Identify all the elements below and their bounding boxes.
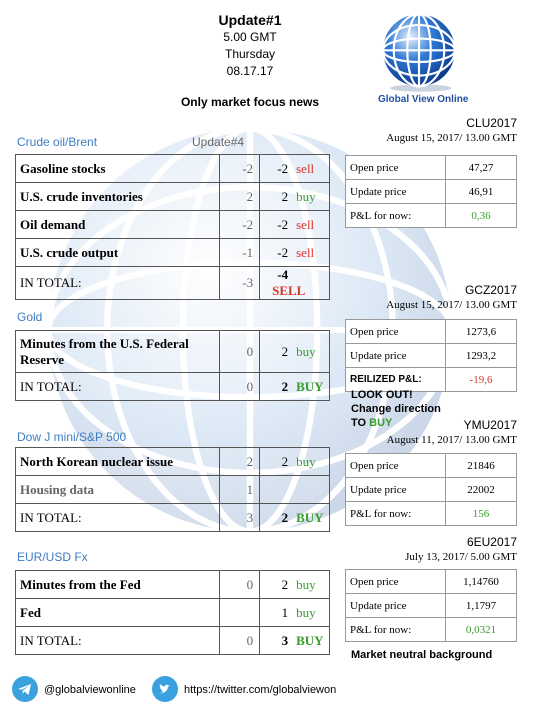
dow-factors-table [15,447,330,532]
factor-score: 0 [220,331,260,373]
factor-weight: -2 [277,160,289,176]
table-row [346,478,517,502]
factor-weight: -2 [277,216,289,232]
open-price-label: Open price [346,570,446,594]
total-label: IN TOTAL: [16,504,220,532]
to-text: TO [351,417,367,429]
clu-position-table [345,155,517,228]
contract-date: August 15, 2017/ 13.00 GMT [386,132,517,144]
factor-score [220,599,260,627]
factor-weight: 2 [281,343,289,359]
table-row [346,180,517,204]
factor-label: U.S. crude output [16,239,220,267]
table-row [346,502,517,526]
open-price-value: 21846 [446,454,517,478]
table-row [346,344,517,368]
eurusd-section-title: EUR/USD Fx [17,550,88,564]
factor-signal: sell [296,244,315,260]
pl-value: 156 [446,502,517,526]
contract-code: CLU2017 [466,116,517,130]
eurusd-factors-table [15,570,330,655]
open-price-label: Open price [346,156,446,180]
factor-signal: sell [296,160,315,176]
contract-date: July 13, 2017/ 5.00 GMT [405,551,517,563]
change-direction-text: Change direction [351,403,441,415]
table-row [16,571,330,599]
open-price-value: 1273,6 [446,320,517,344]
total-score: -3 [220,267,260,300]
total-label: IN TOTAL: [16,373,220,401]
factor-signal: buy [296,343,316,359]
table-row [16,183,330,211]
factor-score: -2 [220,155,260,183]
table-row [16,599,330,627]
telegram-handle-link[interactable]: @globalviewonline [44,684,136,696]
factor-score: -2 [220,211,260,239]
gold-section-title: Gold [17,310,43,324]
factor-score: 2 [220,183,260,211]
update-price-value: 1,1797 [446,594,517,618]
telegram-icon[interactable] [12,676,38,702]
pl-label: P&L for now: [346,618,446,642]
total-weight: -4 [277,267,289,282]
table-row [16,448,330,476]
crude-update-tag: Update#4 [192,135,245,149]
update-price-label: Update price [346,594,446,618]
report-date: 08.17.17 [226,64,274,78]
total-weight: 2 [281,378,289,394]
factor-label: U.S. crude inventories [16,183,220,211]
factor-score: 2 [220,448,260,476]
eu-position-header [345,535,517,563]
factor-label: Fed [16,599,220,627]
total-weight: 2 [281,509,289,525]
factor-weight: 1 [281,604,289,620]
table-row [346,570,517,594]
update-price-value: 22002 [446,478,517,502]
total-row [16,627,330,655]
total-row [16,504,330,532]
factor-label: Minutes from the U.S. Federal Reserve [16,331,220,373]
update-price-value: 1293,2 [446,344,517,368]
update-price-label: Update price [346,478,446,502]
table-row [346,594,517,618]
contract-code: GCZ2017 [464,283,517,297]
total-weight: 3 [281,632,289,648]
clu-position-header [345,116,517,144]
pl-value: -19,6 [446,368,517,392]
total-signal: BUY [296,378,324,394]
open-price-label: Open price [346,320,446,344]
total-score: 0 [220,373,260,401]
update-price-label: Update price [346,344,446,368]
total-label: IN TOTAL: [16,627,220,655]
footer [12,676,522,704]
total-label: IN TOTAL: [16,267,220,300]
gold-factors-table [15,330,330,401]
to-buy-text: BUY [369,417,393,429]
total-row [16,373,330,401]
contract-code: 6EU2017 [466,535,517,549]
global-view-logo [372,12,482,108]
table-row [16,155,330,183]
table-row [346,156,517,180]
total-signal: SELL [272,283,306,298]
gcz-position-header [345,283,517,311]
crude-section-title: Crude oil/Brent [17,135,98,149]
table-row [346,204,517,228]
ymu-position-table [345,453,517,526]
globe-logo-icon [374,12,464,94]
factor-weight: 2 [281,188,289,204]
report-title: Update#1 [218,12,282,28]
twitter-url-link[interactable]: https://twitter.com/globalviewon [184,684,337,696]
contract-date: August 15, 2017/ 13.00 GMT [386,299,517,311]
factor-weight: 2 [281,576,289,592]
factor-label: Housing data [16,476,220,504]
total-score: 0 [220,627,260,655]
total-signal: BUY [296,632,324,648]
table-row [16,211,330,239]
table-row [16,239,330,267]
factor-signal: buy [296,453,316,469]
factor-weight: 2 [281,453,289,469]
lookout-text: LOOK OUT! [351,389,413,401]
pl-label: P&L for now: [346,502,446,526]
total-score: 3 [220,504,260,532]
total-row [16,267,330,300]
table-row [346,618,517,642]
factor-signal: sell [296,216,315,232]
gcz-position-table [345,319,517,392]
report-time: 5.00 GMT [223,30,277,44]
open-price-label: Open price [346,454,446,478]
factor-label: North Korean nuclear issue [16,448,220,476]
pl-label: REILIZED P&L: [346,368,446,392]
pl-value: 0,36 [446,204,517,228]
factor-score: 0 [220,571,260,599]
factor-label: Gasoline stocks [16,155,220,183]
factor-label: Minutes from the Fed [16,571,220,599]
total-signal: BUY [296,509,324,525]
factor-label: Oil demand [16,211,220,239]
report-header [120,12,380,80]
factor-signal: buy [296,604,316,620]
table-row [346,454,517,478]
factor-signal: buy [296,576,316,592]
table-row [16,476,330,504]
update-price-label: Update price [346,180,446,204]
logo-text: Global View Online [378,94,469,105]
eu-position-table [345,569,517,642]
focus-subtitle: Only market focus news [180,95,320,109]
table-row [16,331,330,373]
twitter-icon[interactable] [152,676,178,702]
pl-value: 0,0321 [446,618,517,642]
factor-weight: -2 [277,244,289,260]
market-neutral-note: Market neutral background [351,649,493,661]
contract-code: YMU2017 [463,418,517,432]
update-price-value: 46,91 [446,180,517,204]
factor-score: -1 [220,239,260,267]
table-row [346,320,517,344]
contract-date: August 11, 2017/ 13.00 GMT [386,434,517,446]
ymu-position-header [345,418,517,446]
open-price-value: 1,14760 [446,570,517,594]
factor-score: 1 [220,476,260,504]
crude-factors-table [15,154,330,300]
report-day: Thursday [224,47,276,61]
open-price-value: 47,27 [446,156,517,180]
dow-section-title: Dow J mini/S&P 500 [17,430,127,444]
pl-label: P&L for now: [346,204,446,228]
factor-signal: buy [296,188,316,204]
